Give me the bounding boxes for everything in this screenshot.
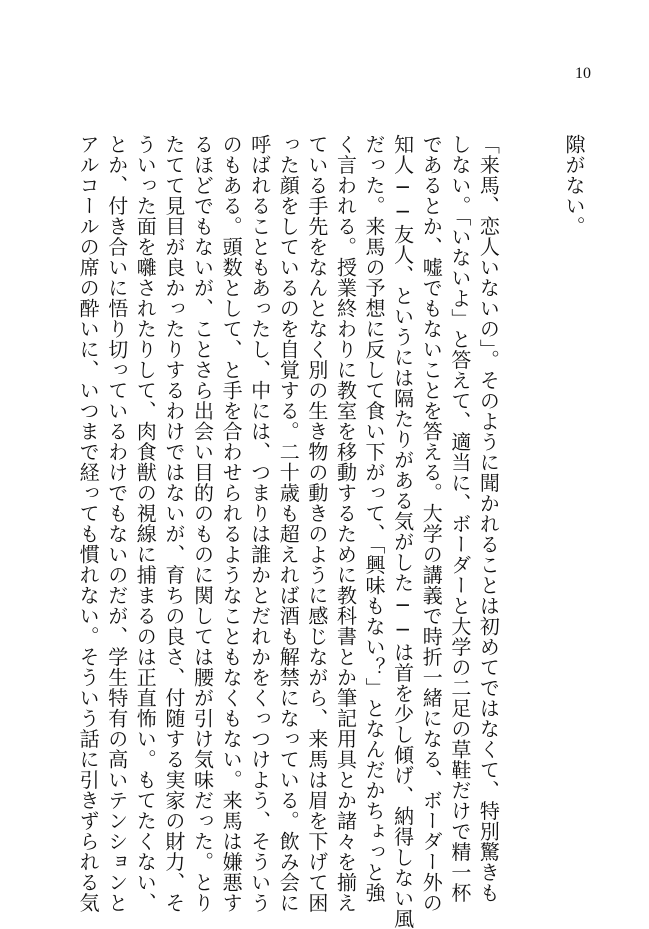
- text-line: 隙がない。: [562, 134, 586, 237]
- text-line: しない。「いないよ」と答えて、適当に、ボーダーと大学の二足の草鞋だけで精一杯: [447, 134, 472, 903]
- text-line: るほどでもないが、ことさら出会い目的のものに関しては腰が引け気味だった。とり: [190, 134, 215, 913]
- text-line: とか、付き合いに悟り切っているわけでもないのだが、学生特有の高いテンションと: [104, 134, 129, 913]
- vertical-text-body: [76, 134, 588, 929]
- text-line: たてて見目が良かったりするわけではないが、育ちの良さ、付随する実家の財力、そ: [161, 134, 186, 913]
- text-line: のもある。頭数として、と手を合わせられるようなこともなくもない。来馬は嫌悪す: [219, 134, 244, 913]
- text-line: 呼ばれることもあったし、中には、つまりは誰かとだれかをくっつけよう、そういう: [247, 134, 272, 913]
- text-line: く言われる。授業終わりに教室を移動するために教科書とか筆記用具とか諸々を揃え: [333, 134, 358, 913]
- text-line: であるとか、嘘でもないことを答える。大学の講義で時折一緒になる、ボーダー外の: [419, 134, 444, 913]
- page-number: 10: [575, 65, 591, 82]
- text-line: 知人──友人、というには隔たりがある気がした──は首を少し傾げ、納得しない風: [390, 134, 415, 929]
- text-line: 「来馬、恋人いないの」。そのように聞かれることは初めてではなくて、特別驚きも: [476, 134, 501, 903]
- text-line: だった。来馬の予想に反して食い下がって、「興味もない？」となんだかちょっと強: [362, 134, 387, 903]
- text-line: った顔をしているのを自覚する。二十歳も超えれば酒も解禁になっている。飲み会に: [276, 134, 301, 913]
- text-line: ういった面を囃されたりして、肉食獣の視線に捕まるのは正直怖い。もてたくない、: [133, 134, 158, 913]
- text-line: ている手先をなんとなく別の生き物の動きのように感じながら、来馬は眉を下げて困: [304, 134, 329, 913]
- text-line: アルコールの席の酔いに、いつまで経っても慣れない。そういう話に引きずられる気: [76, 134, 101, 913]
